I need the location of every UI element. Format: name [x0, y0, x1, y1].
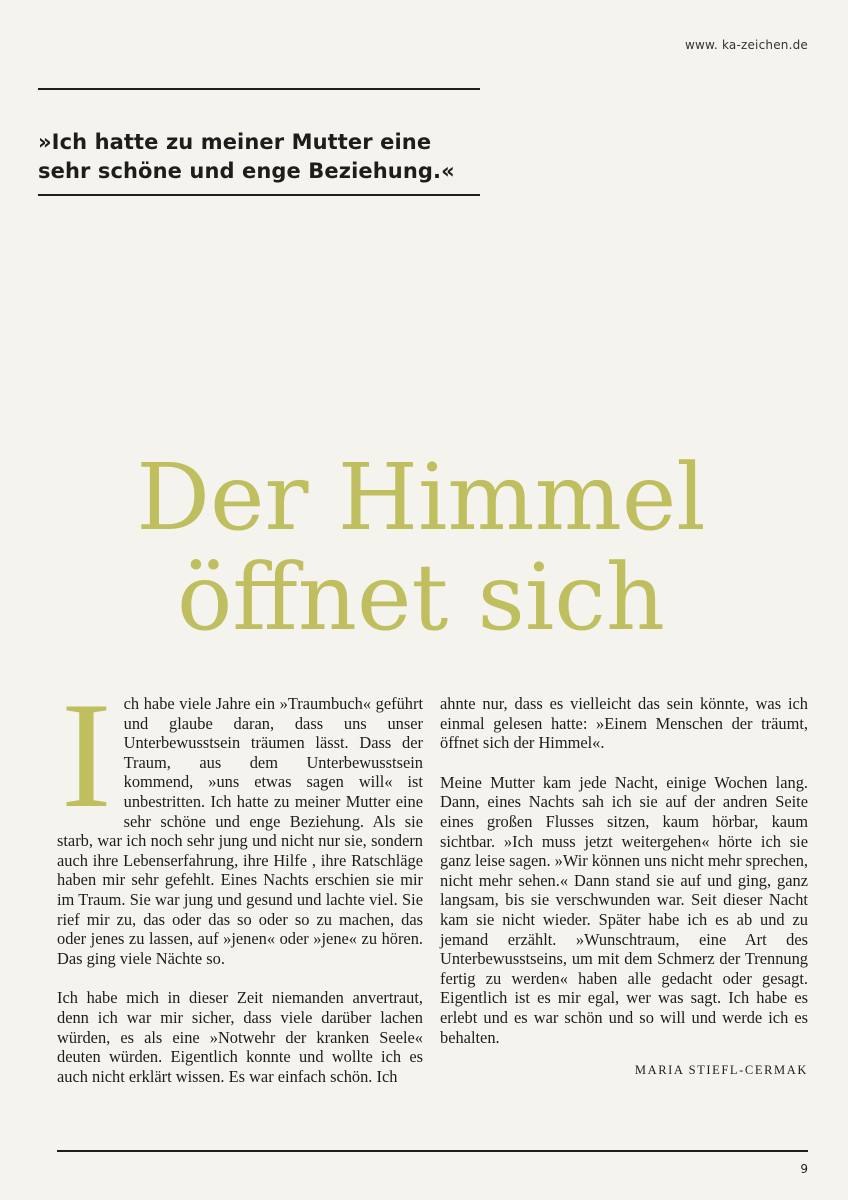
paragraph: Ich habe mich in dieser Zeit niemanden anvertraut, denn ich war mir sicher, dass viele darüber lachen würden, es als eine »Notwehr der kranken Seele« deuten würden. Eigentlich konnte und wollte ich es auch nicht erklärt wissen. Es war einfach schön. Ich	[57, 988, 423, 1086]
page-number: 9	[800, 1162, 808, 1176]
headline-line-1: Der Himmel	[136, 444, 706, 551]
pull-quote-line-2: sehr schöne und enge Beziehung.«	[38, 159, 455, 183]
article-column-right	[440, 694, 808, 1081]
pull-quote-line-1: »Ich hatte zu meiner Mutter eine	[38, 130, 432, 154]
paragraph	[57, 671, 423, 968]
headline-line-2: öffnet sich	[176, 544, 666, 651]
author-byline: MARIA STIEFL-CERMAK	[634, 1063, 808, 1078]
pull-quote	[38, 128, 478, 186]
top-rule	[38, 88, 480, 90]
paragraph: ahnte nur, dass es vielleicht das sein könnte, was ich einmal gelesen hatte: »Einem Menschen der träumt, öffnet sich der Himmel«.	[440, 694, 808, 753]
footer-rule	[57, 1150, 808, 1152]
drop-cap: I	[61, 671, 112, 839]
quote-bottom-rule	[38, 194, 480, 196]
website-url: www. ka-zeichen.de	[684, 38, 808, 52]
paragraph-text: ch habe viele Jahre ein »Traumbuch« geführt und glaube daran, dass uns unser Unterbewusstsein träumen lässt. Dass der Traum, aus dem Unterbewusstsein kommend, »uns etwas sagen will« ist unbestritten. Ich hatte zu meiner Mutter eine sehr schöne und enge Beziehung. Als sie starb, war ich noch sehr jung und nicht nur sie, sondern auch ihre Lebenserfahrung, ihre Hilfe , ihre Ratschläge haben mir sehr gefehlt. Eines Nachts erschien sie mir im Traum. Sie war jung und gesund und lachte viel. Sie rief mir zu, das oder das so oder so zu machen, das oder jenes zu lassen, auf »jenen« oder »jene« zu hören. Das ging viele Nächte so.	[57, 694, 423, 968]
article-headline	[0, 444, 848, 651]
article-column-left	[57, 671, 423, 1106]
paragraph: Meine Mutter kam jede Nacht, einige Wochen lang. Dann, eines Nachts sah ich sie auf der andren Seite eines großen Flusses sitzen, kaum hörbar, kaum sichtbar. »Ich muss jetzt weitergehen« hörte ich sie ganz leise sagen. »Wir können uns nicht mehr sprechen, nicht mehr sehen.« Dann stand sie auf und ging, ganz langsam, bis sie verschwunden war. Seit dieser Nacht kam sie nicht wieder. Später habe ich es ab und zu jemand erzählt. »Wunschtraum, eine Art des Unterbewusstseins, um mit dem Schmerz der Trennung fertig zu werden« haben alle gedacht oder gesagt. Eigentlich ist es mir egal, wer was sagt. Ich habe es erlebt und es war schön und so will und werde ich es behalten.	[440, 772, 809, 1047]
